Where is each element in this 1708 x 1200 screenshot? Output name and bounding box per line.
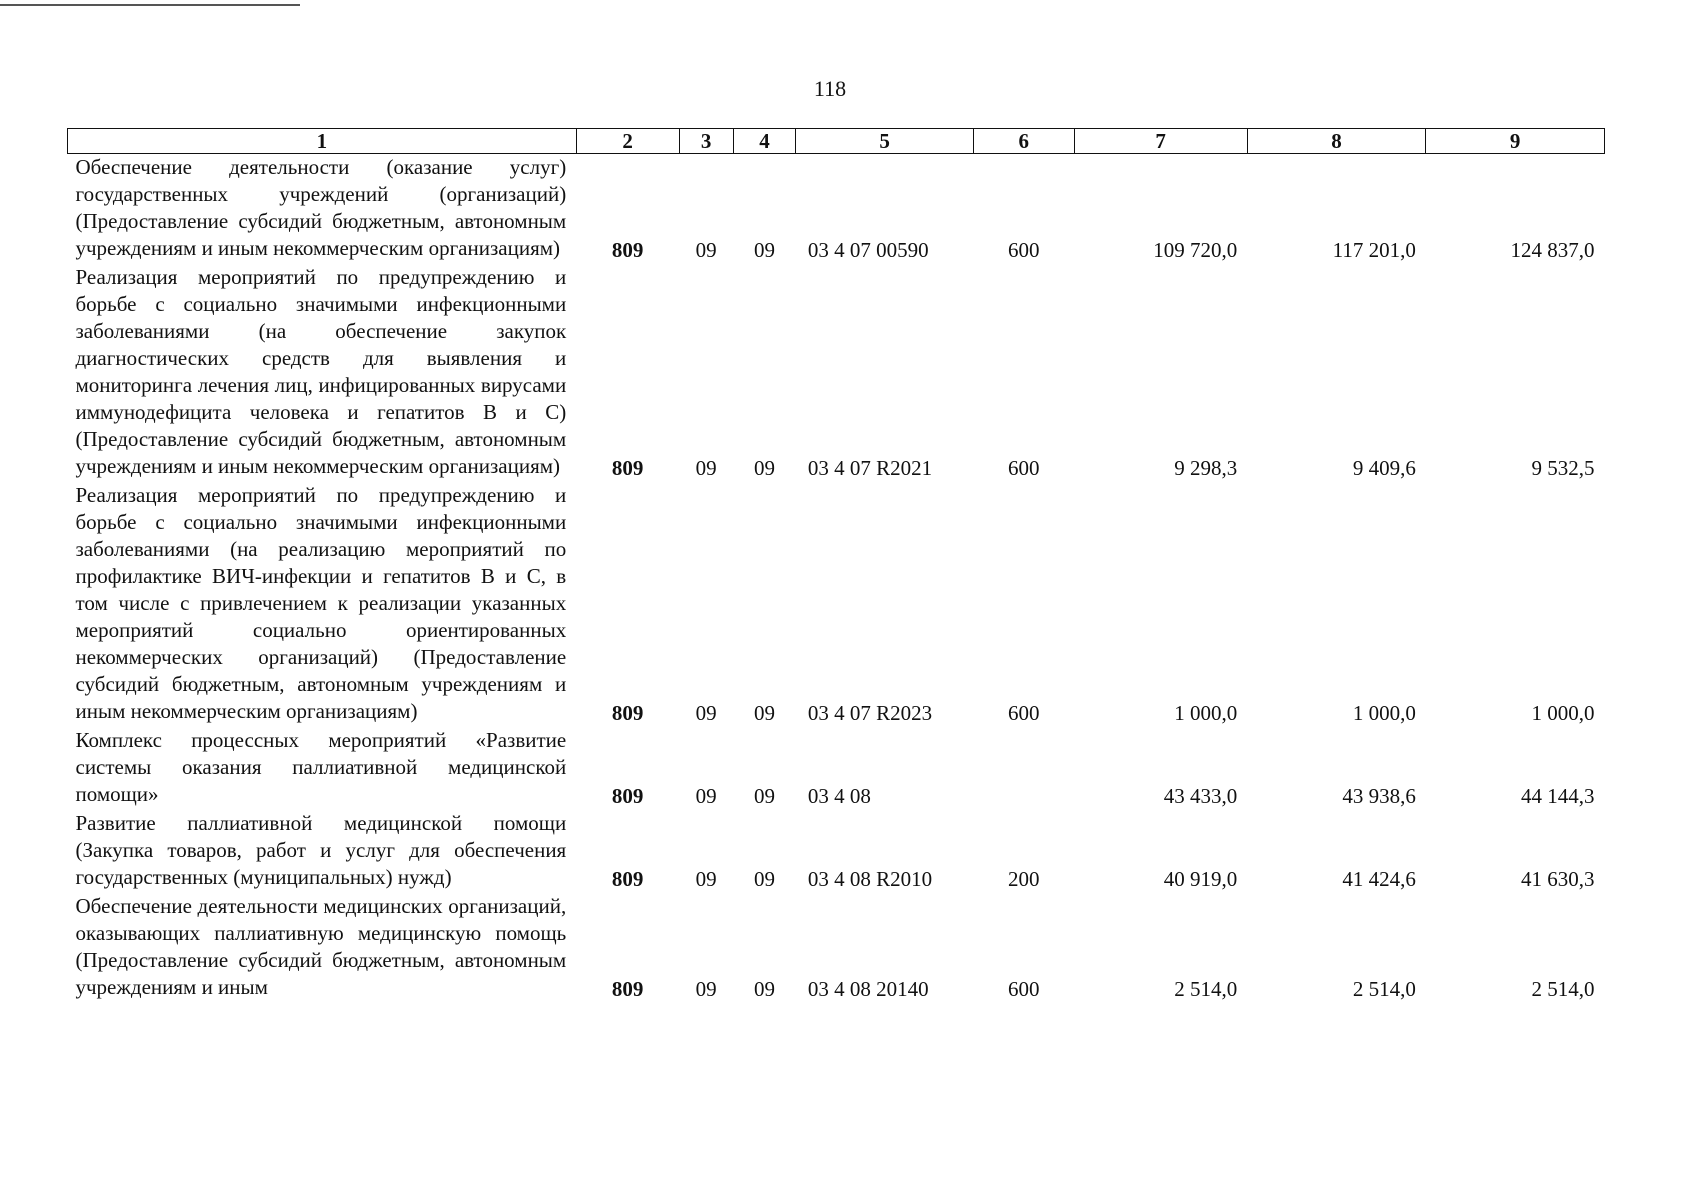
amount-col-8: 9 409,6 xyxy=(1352,456,1416,480)
column-header-5: 5 xyxy=(796,129,974,154)
subsection-code: 09 xyxy=(754,701,776,725)
column-header-1: 1 xyxy=(68,129,577,154)
expense-type-code: 600 xyxy=(1007,701,1040,725)
table-row xyxy=(68,810,1605,893)
admin-code: 809 xyxy=(611,456,644,480)
column-header-6: 6 xyxy=(973,129,1074,154)
scan-edge-line xyxy=(0,4,300,6)
target-article-code: 03 4 07 00590 xyxy=(807,238,929,262)
row-name: Реализация мероприятий по предупреждению и борьбе с социально значимыми инфекционными заболеваниями (на реализацию мероприятий по профилактике ВИЧ-инфекции и гепатитов В и С, в том числе с привлечением к реализации указанных мероприятий социально ориентированных некоммерческих организаций) (Предоставление субсидий бюджетным, автономным учреждениям и иным некоммерческим организациям) xyxy=(75,483,567,723)
amount-col-9: 124 837,0 xyxy=(1510,238,1595,262)
subsection-code: 09 xyxy=(754,867,776,891)
subsection-code: 09 xyxy=(754,784,776,808)
amount-col-7: 43 433,0 xyxy=(1163,784,1238,808)
column-header-9: 9 xyxy=(1426,129,1605,154)
page-number: 118 xyxy=(813,76,847,101)
admin-code: 809 xyxy=(611,977,644,1001)
target-article-code: 03 4 08 20140 xyxy=(807,977,929,1001)
table-row xyxy=(68,482,1605,727)
column-header-7: 7 xyxy=(1074,129,1247,154)
amount-col-7: 9 298,3 xyxy=(1174,456,1238,480)
amount-col-8: 43 938,6 xyxy=(1342,784,1416,808)
admin-code: 809 xyxy=(611,867,644,891)
amount-col-9: 9 532,5 xyxy=(1531,456,1595,480)
admin-code: 809 xyxy=(611,784,644,808)
section-code: 09 xyxy=(695,867,717,891)
section-code: 09 xyxy=(695,784,717,808)
target-article-code: 03 4 07 R2023 xyxy=(807,701,933,725)
section-code: 09 xyxy=(695,701,717,725)
amount-col-8: 2 514,0 xyxy=(1352,977,1416,1001)
table-row xyxy=(68,264,1605,482)
expense-type-code: 600 xyxy=(1007,456,1040,480)
table-row xyxy=(68,727,1605,810)
target-article-code: 03 4 08 xyxy=(807,784,871,808)
row-name: Обеспечение деятельности (оказание услуг) государственных учреждений (организаций) (Предоставление субсидий бюджетным, автономным учреждениям и иным некоммерческим организациям) xyxy=(75,155,567,260)
amount-col-9: 2 514,0 xyxy=(1531,977,1595,1001)
amount-col-9: 1 000,0 xyxy=(1531,701,1595,725)
row-name: Комплекс процессных мероприятий «Развитие системы оказания паллиативной медицинской помощи» xyxy=(75,728,567,806)
amount-col-7: 1 000,0 xyxy=(1174,701,1238,725)
section-code: 09 xyxy=(695,977,717,1001)
admin-code: 809 xyxy=(611,238,644,262)
expense-type-code: 600 xyxy=(1007,238,1040,262)
table-header-row xyxy=(68,129,1605,154)
column-header-3: 3 xyxy=(679,129,733,154)
table-row xyxy=(68,893,1605,1003)
column-header-4: 4 xyxy=(733,129,796,154)
budget-table xyxy=(67,128,1605,1003)
expense-type-code: 600 xyxy=(1007,977,1040,1001)
amount-col-7: 109 720,0 xyxy=(1153,238,1238,262)
target-article-code: 03 4 08 R2010 xyxy=(807,867,933,891)
amount-col-7: 40 919,0 xyxy=(1163,867,1238,891)
expense-type-code xyxy=(973,727,1074,810)
target-article-code: 03 4 07 R2021 xyxy=(807,456,933,480)
subsection-code: 09 xyxy=(754,238,776,262)
amount-col-8: 41 424,6 xyxy=(1342,867,1416,891)
row-name: Обеспечение деятельности медицинских организаций, оказывающих паллиативную медицинскую помощь (Предоставление субсидий бюджетным, автономным учреждениям и иным xyxy=(75,894,567,999)
column-header-8: 8 xyxy=(1247,129,1426,154)
subsection-code: 09 xyxy=(754,456,776,480)
subsection-code: 09 xyxy=(754,977,776,1001)
amount-col-9: 44 144,3 xyxy=(1521,784,1595,808)
amount-col-7: 2 514,0 xyxy=(1174,977,1238,1001)
row-name: Развитие паллиативной медицинской помощи (Закупка товаров, работ и услуг для обеспечения государственных (муниципальных) нужд) xyxy=(75,811,567,889)
amount-col-8: 1 000,0 xyxy=(1352,701,1416,725)
table-row xyxy=(68,154,1605,265)
column-header-2: 2 xyxy=(576,129,679,154)
row-name: Реализация мероприятий по предупреждению и борьбе с социально значимыми инфекционными заболеваниями (на обеспечение закупок диагностических средств для выявления и мониторинга лечения лиц, инфицированных вирусами иммунодефицита человека и гепатитов В и С) (Предоставление субсидий бюджетным, автономным учреждениям и иным некоммерческим организациям) xyxy=(75,265,567,478)
amount-col-8: 117 201,0 xyxy=(1332,238,1416,262)
expense-type-code: 200 xyxy=(1007,867,1040,891)
section-code: 09 xyxy=(695,238,717,262)
section-code: 09 xyxy=(695,456,717,480)
amount-col-9: 41 630,3 xyxy=(1521,867,1595,891)
admin-code: 809 xyxy=(611,701,644,725)
